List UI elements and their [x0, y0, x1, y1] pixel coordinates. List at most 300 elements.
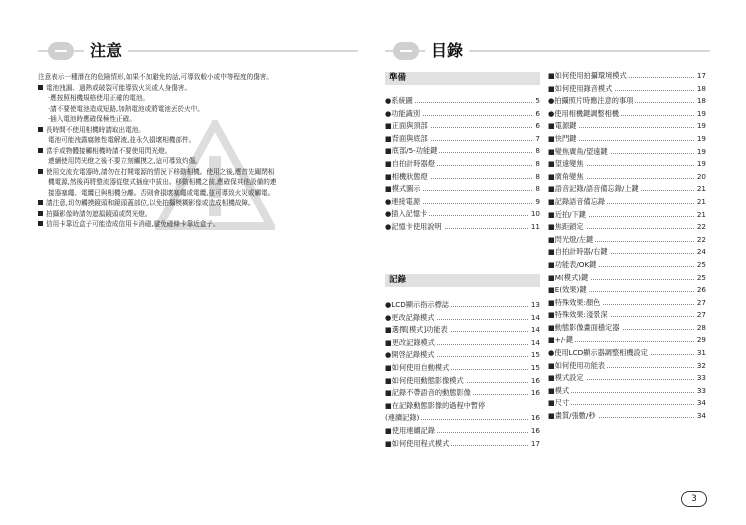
toc-entry[interactable]: [548, 347, 706, 360]
toc-entry[interactable]: [385, 375, 540, 388]
toc-entry-label: [385, 197, 422, 206]
toc-entry[interactable]: [385, 133, 540, 146]
toc-entry-page: 13: [529, 299, 540, 312]
toc-entry-page: 34: [695, 397, 706, 410]
toc-entry-text: 開啓記錄模式: [391, 350, 435, 360]
toc-entry-page: 7: [533, 133, 540, 146]
toc-entry[interactable]: [385, 400, 540, 413]
toc-entry-text: 模式: [554, 385, 570, 395]
bullet-marker-icon: ●: [385, 108, 392, 118]
bullet-marker-icon: ■: [548, 171, 555, 181]
toc-entry-text: 插入記憶卡: [391, 209, 428, 219]
square-bullet-icon: [38, 148, 43, 153]
toc-entry-text: 畫質/張數/秒: [554, 411, 596, 421]
caution-paragraph: [38, 146, 358, 157]
toc-entry[interactable]: [548, 133, 706, 146]
toc-entry[interactable]: [548, 158, 706, 171]
toc-entry-text: 語音記錄/語音備忘錄/上鍵: [554, 184, 639, 194]
square-bullet-icon: [38, 200, 43, 205]
toc-entry-text: 系統圖: [391, 96, 413, 105]
toc-entry-page: 32: [695, 360, 706, 373]
toc-entry-page: 19: [695, 146, 706, 159]
caution-paragraph: [38, 114, 358, 125]
toc-entry-label: [548, 235, 595, 244]
toc-entry[interactable]: [385, 299, 540, 312]
toc-entry[interactable]: [548, 322, 706, 335]
bullet-marker-icon: ■: [385, 171, 392, 181]
toc-entry-text: 更改記錄模式: [391, 312, 435, 322]
toc-entry-page: 19: [695, 108, 706, 121]
bullet-marker-icon: ■: [385, 184, 392, 194]
bullet-marker-icon: ●: [385, 350, 392, 360]
toc-entry-text: 如何使用拍攝環境模式: [554, 71, 627, 80]
bullet-marker-icon: ■: [548, 184, 555, 194]
toc-entry-text: 背面與底部: [391, 133, 428, 143]
toc-entry[interactable]: [385, 183, 540, 196]
toc-entry-page: 31: [695, 347, 706, 360]
toc-entry[interactable]: [385, 108, 540, 121]
toc-entry-page: 28: [695, 322, 706, 335]
bullet-marker-icon: ■: [548, 322, 555, 332]
toc-entry-page: 16: [529, 412, 540, 425]
toc-entry-label: [548, 96, 635, 105]
toc-entry-text: 近拍/下鍵: [554, 209, 586, 219]
toc-column-1: [385, 72, 540, 234]
toc-entry-label: [548, 398, 571, 407]
bullet-marker-icon: ■: [548, 259, 555, 269]
toc-entry-label: [548, 411, 598, 420]
toc-entry-text: 廣角變焦: [554, 171, 584, 181]
toc-entry-page: 8: [533, 158, 540, 171]
toc-entry-text: LCD顯示指示標誌: [391, 300, 449, 309]
toc-entry-label: [548, 109, 621, 118]
toc-entry[interactable]: [385, 120, 540, 133]
bullet-marker-icon: ■: [548, 411, 555, 421]
toc-entry-page: 14: [529, 337, 540, 350]
toc-entry-label: [548, 134, 578, 143]
toc-entry-label: [385, 184, 423, 193]
toc-prep-list: [385, 95, 540, 234]
bullet-marker-icon: ●: [548, 108, 555, 118]
toc-entry-page: 14: [529, 312, 540, 325]
toc-entry-page: 17: [529, 438, 540, 451]
toc-entry[interactable]: [548, 259, 706, 272]
toc-entry-page: 20: [695, 171, 706, 184]
toc-entry-page: 19: [695, 133, 706, 146]
toc-entry-label: [548, 386, 571, 395]
toc-entry-page: 27: [695, 297, 706, 310]
caution-paragraph: [38, 93, 358, 104]
right-section-header: [385, 40, 710, 62]
toc-entry-label: [385, 121, 430, 130]
bullet-marker-icon: ■: [548, 196, 555, 206]
caution-paragraph: [38, 156, 358, 167]
toc-entry[interactable]: [548, 397, 706, 410]
caution-paragraph: [38, 198, 358, 209]
toc-entry-page: 16: [529, 375, 540, 388]
toc-entry-label: [548, 285, 589, 294]
square-bullet-icon: [38, 85, 43, 90]
toc-entry-page: 15: [529, 349, 540, 362]
toc-entry-text: 電源鍵: [554, 121, 577, 131]
toc-entry-text: 動態影像畫面穩定器: [554, 322, 620, 332]
toc-entry-text: M(模式)鍵: [554, 272, 589, 282]
toc-entry-page: 10: [529, 208, 540, 221]
caution-paragraph-text: 當手或物體接觸相機時請不要使用閃光燈。: [46, 146, 172, 155]
toc-entry-label: [548, 247, 610, 256]
toc-entry-page: 21: [695, 209, 706, 222]
toc-entry-page: 25: [695, 272, 706, 285]
caution-paragraph-text: 請注意,切勿觸摸鏡頭和鏡頭蓋部位,以免拍攝模糊影像或造成相機故障。: [46, 199, 255, 207]
page-number: 3: [681, 491, 707, 507]
caution-paragraph: [38, 219, 358, 230]
caution-paragraph-text: ·插入電池時應確保極性正確。: [48, 115, 136, 123]
toc-entry-label: [548, 197, 607, 206]
toc-entry-label: [548, 84, 614, 93]
toc-entry-page: 6: [533, 108, 540, 121]
toc-entry[interactable]: [385, 208, 540, 221]
caution-paragraph: [38, 104, 358, 115]
toc-entry[interactable]: [385, 387, 540, 400]
toc-entry-text: 如何使用錄音模式: [554, 83, 613, 93]
caution-intro: 注意表示一種潛在的危險情形,如果不加避免的話,可導致較小或中等程度的傷害。: [38, 73, 273, 81]
toc-entry-label: [385, 134, 430, 143]
header-pill-icon: [48, 42, 74, 60]
bullet-marker-icon: ■: [385, 337, 392, 347]
toc-entry-text: 如何使用自動模式: [391, 362, 450, 372]
caution-paragraph: [38, 83, 358, 94]
toc-entry-text: 選擇[模式]功能表: [391, 325, 448, 335]
toc-entry-label: [548, 361, 607, 370]
bullet-marker-icon: ■: [548, 335, 555, 345]
toc-entry-text: 自拍計時器燈: [391, 158, 435, 168]
bullet-marker-icon: ■: [548, 385, 555, 395]
bullet-marker-icon: ■: [548, 247, 555, 257]
caution-paragraph-text: 使用交流充電器時,請勿在打開電源的情況下移動相機。使用之後,應首先關閉相: [46, 167, 275, 176]
toc-entry-page: 16: [529, 387, 540, 400]
toc-record-list: [385, 299, 540, 450]
toc-entry-page: 26: [695, 284, 706, 297]
bullet-marker-icon: ●: [385, 221, 392, 231]
bullet-marker-icon: ●: [385, 196, 392, 206]
caution-paragraph-text: 信用卡靠近盒子可能造成信用卡消磁,避免磁條卡靠近盒子。: [46, 220, 220, 228]
toc-entry-label: [548, 298, 602, 307]
bullet-marker-icon: ■: [548, 159, 555, 169]
toc-entry-page: 21: [695, 196, 706, 209]
toc-entry-text: 記錄不帶語音的動態影像: [391, 388, 471, 398]
square-bullet-icon: [38, 169, 43, 174]
square-bullet-icon: [38, 221, 43, 226]
bullet-marker-icon: ■: [548, 83, 555, 93]
toc-entry[interactable]: [548, 196, 706, 209]
bullet-marker-icon: ●: [548, 348, 555, 358]
toc-entry-text: 相機狀態燈: [391, 171, 428, 181]
bullet-marker-icon: ■: [548, 222, 555, 232]
toc-entry[interactable]: [548, 70, 706, 83]
toc-entry-page: 27: [695, 309, 706, 322]
leader-dots: [548, 392, 706, 393]
toc-entry[interactable]: [385, 349, 540, 362]
toc-entry-label: [385, 350, 436, 359]
bullet-marker-icon: ■: [385, 325, 392, 335]
toc-entry-page: 33: [695, 385, 706, 398]
toc-entry-text: 望遠變焦: [554, 159, 584, 169]
toc-entry[interactable]: [385, 425, 540, 438]
toc-entry[interactable]: [548, 183, 706, 196]
bullet-marker-icon: ■: [548, 297, 555, 307]
toc-entry-label: [548, 310, 610, 319]
toc-entry-label: [385, 376, 466, 385]
toc-entry-text: 變焦廣角/望遠鍵: [554, 146, 608, 156]
toc-entry-label: [385, 388, 473, 397]
toc-entry[interactable]: [385, 171, 540, 184]
toc-entry-text: 閃光燈/左鍵: [554, 234, 594, 244]
toc-entry-label: [385, 439, 451, 448]
square-bullet-icon: [38, 211, 43, 216]
bullet-marker-icon: ■: [385, 375, 392, 385]
bullet-marker-icon: ■: [385, 158, 392, 168]
bullet-marker-icon: ●: [385, 209, 392, 219]
toc-entry-label: [385, 96, 415, 105]
toc-entry-text: E(效果)鍵: [554, 285, 587, 295]
toc-entry[interactable]: [548, 95, 706, 108]
caution-paragraph: [38, 177, 358, 188]
toc-section-record: 記錄: [385, 274, 540, 287]
toc-entry[interactable]: [548, 171, 706, 184]
toc-entry[interactable]: [548, 120, 706, 133]
toc-entry[interactable]: [548, 372, 706, 385]
toc-entry-label: [548, 184, 641, 193]
caution-paragraph-text: 機電源,然後再將整流器從壁式插座中拔出。移動相機之前,應確保其他設備的連: [48, 178, 277, 186]
caution-paragraph-text: 長時間不使用相機時請取出電池。: [46, 125, 145, 134]
bullet-marker-icon: ■: [548, 360, 555, 370]
toc-entry-page: 9: [533, 196, 540, 209]
caution-paragraph-text: 電池洩漏、過熱或破裂可能導致火災或人身傷害。: [46, 83, 192, 92]
toc-entry-page: 24: [695, 246, 706, 259]
toc-entry-text: +/-鍵: [554, 335, 574, 345]
toc-entry-text: 如何使用功能表: [554, 360, 606, 370]
caution-paragraph: [38, 188, 358, 199]
bullet-marker-icon: ■: [548, 234, 555, 244]
toc-entry-page: 16: [529, 425, 540, 438]
toc-entry-text: 在記錄動態影像的過程中暫停: [391, 400, 486, 410]
toc-entry[interactable]: [548, 284, 706, 297]
left-section-header: [38, 40, 358, 62]
toc-entry[interactable]: [385, 337, 540, 350]
square-bullet-icon: [38, 127, 43, 132]
caution-paragraph-list: [38, 83, 358, 230]
toc-entry[interactable]: [385, 438, 540, 451]
toc-entry-text: 使用連續記錄: [391, 425, 435, 435]
bullet-marker-icon: ■: [548, 133, 555, 143]
caution-paragraph-text: 接器塞繩、電纜已與相機分離。否則會損壞塞繩或電纜,並可導致火災或觸電。: [48, 188, 275, 197]
toc-entry-label: [548, 147, 610, 156]
toc-entry-page: 34: [695, 410, 706, 423]
toc-entry-text: 記憶卡使用說明: [391, 221, 442, 231]
bullet-marker-icon: ■: [548, 310, 555, 320]
toc-entry-label: [548, 71, 629, 80]
toc-entry-text: 記錄語音備忘錄: [554, 196, 606, 206]
toc-entry[interactable]: [548, 146, 706, 159]
toc-entry[interactable]: [548, 108, 706, 121]
toc-column-2-list: [548, 70, 706, 423]
caution-paragraph: [38, 125, 358, 136]
bullet-marker-icon: ■: [548, 272, 555, 282]
leader-dots: [548, 404, 706, 405]
toc-entry-text: 連接電源: [391, 196, 421, 206]
toc-entry-label: [548, 260, 598, 269]
toc-entry-label: [385, 338, 437, 347]
toc-entry-page: 6: [533, 120, 540, 133]
toc-entry-page: 8: [533, 171, 540, 184]
toc-entry-text: 使用相機鍵調整相機: [554, 108, 619, 118]
toc-entry-page: 19: [695, 158, 706, 171]
toc-entry-page: 8: [533, 145, 540, 158]
bullet-marker-icon: ●: [385, 96, 392, 105]
bullet-marker-icon: ■: [548, 71, 555, 80]
toc-entry-label: [385, 313, 436, 322]
toc-entry-page: 18: [695, 83, 706, 96]
toc-entry[interactable]: [548, 83, 706, 96]
bullet-marker-icon: ■: [385, 362, 392, 372]
toc-entry-label: [385, 209, 429, 218]
toc-entry-page: 29: [695, 334, 706, 347]
toc-entry-text: 尺寸: [554, 398, 570, 408]
toc-entry-label: [385, 159, 437, 168]
caution-paragraph-text: 電池可能洩露腐蝕性電解液,並永久損壞相機部件。: [48, 136, 196, 144]
toc-entry-text: (連續記錄): [385, 413, 420, 423]
header-pill-icon: [393, 42, 419, 60]
toc-entry-text: 快門鍵: [554, 133, 577, 143]
toc-entry[interactable]: [548, 221, 706, 234]
toc-entry-text: 功能表/OK鍵: [554, 259, 597, 269]
toc-entry-text: 特殊效果:顏色: [554, 297, 601, 307]
toc-entry-label: [548, 210, 588, 219]
bullet-marker-icon: ■: [385, 400, 392, 410]
toc-entry-page: 33: [695, 372, 706, 385]
toc-entry-label: [385, 325, 450, 334]
bullet-marker-icon: ■: [385, 133, 392, 143]
toc-entry[interactable]: [385, 312, 540, 325]
toc-entry[interactable]: [385, 145, 540, 158]
toc-entry-label: [385, 109, 422, 118]
bullet-marker-icon: ■: [548, 209, 555, 219]
toc-entry[interactable]: [548, 360, 706, 373]
toc-entry-label: [548, 159, 586, 168]
bullet-marker-icon: ■: [385, 146, 392, 156]
toc-entry-page: 15: [529, 362, 540, 375]
toc-entry-label: [548, 335, 575, 344]
toc-entry-text: 自拍計時器/右鍵: [554, 247, 608, 257]
toc-entry[interactable]: [385, 158, 540, 171]
caution-paragraph-text: ·請不要使電池造成短路,加熱電池或將電池丟於火中。: [48, 104, 204, 113]
caution-paragraph: [38, 209, 358, 220]
toc-entry[interactable]: [385, 221, 540, 234]
caution-paragraph: [38, 167, 358, 178]
toc-entry-label: [385, 300, 451, 309]
toc-entry-text: 如何使用動態影像模式: [391, 375, 464, 385]
toc-entry[interactable]: [548, 385, 706, 398]
toc-entry[interactable]: [548, 410, 706, 423]
bullet-marker-icon: ■: [385, 438, 392, 448]
toc-entry-page: 22: [695, 234, 706, 247]
toc-column-1-record: [385, 274, 540, 450]
toc-entry-text: 功能識別: [391, 108, 421, 118]
bullet-marker-icon: ■: [548, 373, 555, 383]
toc-entry-label: [385, 172, 430, 181]
toc-entry[interactable]: [548, 272, 706, 285]
toc-entry-label: [385, 363, 451, 372]
toc-entry-page: 5: [533, 95, 540, 108]
bullet-marker-icon: ■: [385, 388, 392, 398]
toc-heading: 目錄: [425, 40, 469, 62]
toc-entry[interactable]: [548, 209, 706, 222]
toc-entry-label: [385, 426, 437, 435]
toc-entry-page: 14: [529, 324, 540, 337]
toc-entry-page: 8: [533, 183, 540, 196]
toc-entry-text: 更改記錄模式: [391, 337, 435, 347]
toc-entry-label: [548, 348, 650, 357]
toc-section-prep: 準備: [385, 72, 540, 85]
toc-entry-label: [548, 222, 586, 231]
bullet-marker-icon: ■: [548, 121, 555, 131]
toc-entry[interactable]: [548, 297, 706, 310]
toc-entry-label: [385, 401, 487, 410]
toc-entry-text: 模式設定: [554, 373, 584, 383]
toc-entry-page: 18: [695, 95, 706, 108]
toc-entry-text: 正面與頂部: [391, 121, 428, 131]
toc-entry[interactable]: [548, 334, 706, 347]
toc-entry-text: 特殊效果:淺景深: [554, 310, 608, 320]
bullet-marker-icon: ●: [548, 96, 555, 106]
toc-entry-label: [548, 172, 586, 181]
caution-paragraph-text: ·應按照相機規格使用正確的電池。: [48, 94, 150, 102]
bullet-marker-icon: ■: [385, 425, 392, 435]
toc-entry-label: [548, 273, 590, 282]
toc-entry-page: 21: [695, 183, 706, 196]
toc-entry-text: 使用LCD顯示器調整相機設定: [554, 348, 648, 358]
caution-paragraph: [38, 135, 358, 146]
bullet-marker-icon: ■: [548, 146, 555, 156]
toc-entry-text: 拍攝照片時應注意的事項: [554, 96, 634, 106]
toc-entry-text: 底部/5-功能鍵: [391, 146, 438, 156]
toc-entry-text: 焦距鎖定: [554, 222, 584, 232]
bullet-marker-icon: ■: [385, 121, 392, 131]
toc-entry-label: [385, 222, 444, 231]
caution-heading: 注意: [84, 40, 128, 62]
toc-entry[interactable]: [385, 196, 540, 209]
bullet-marker-icon: ■: [548, 398, 555, 408]
toc-entry-page: 22: [695, 221, 706, 234]
toc-entry-label: [548, 373, 586, 382]
caution-paragraph-text: 連續使用閃光燈之後不要立刻觸摸之,這可導致灼傷。: [48, 157, 202, 165]
toc-entry-label: [548, 323, 622, 332]
toc-entry-page: 19: [695, 120, 706, 133]
caution-body: [38, 72, 358, 230]
caution-paragraph-text: 拍攝影像時請勿遮擋鏡頭或閃光燈。: [46, 209, 152, 218]
toc-entry[interactable]: [385, 324, 540, 337]
toc-entry-text: 如何使用程式模式: [391, 438, 450, 448]
toc-entry-label: [385, 146, 439, 155]
toc-entry[interactable]: [548, 246, 706, 259]
toc-entry[interactable]: [548, 309, 706, 322]
toc-entry[interactable]: [385, 95, 540, 108]
toc-entry[interactable]: [548, 234, 706, 247]
toc-entry[interactable]: [385, 362, 540, 375]
toc-entry-page: 25: [695, 259, 706, 272]
toc-entry-text: 模式圖示: [391, 184, 421, 194]
toc-entry[interactable]: [385, 412, 540, 425]
